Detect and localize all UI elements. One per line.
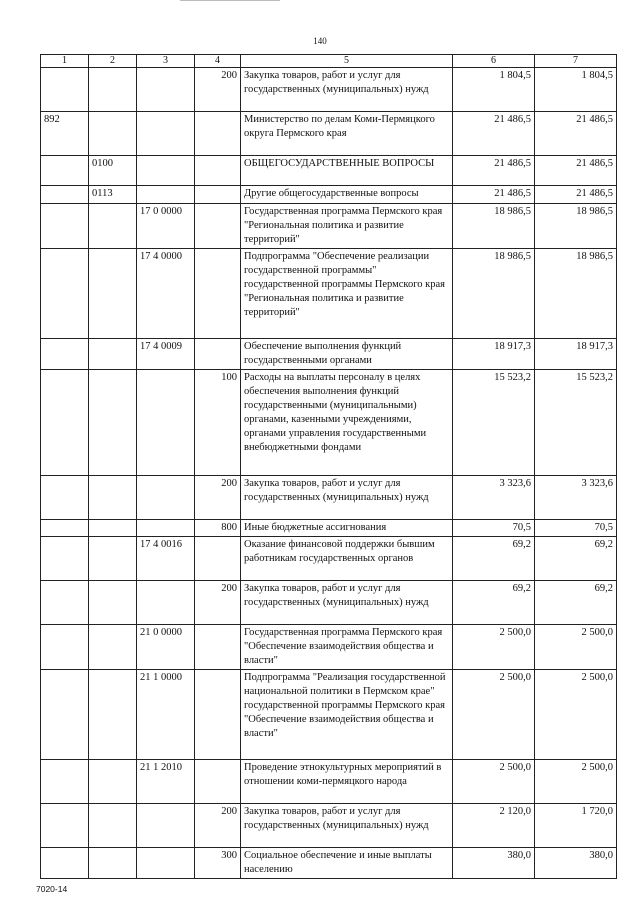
target-item-cell: [137, 804, 195, 848]
table-row: [41, 520, 617, 537]
section-code-cell: [89, 112, 137, 156]
section-code-cell: [89, 848, 137, 879]
target-item-cell: 17 4 0000: [137, 249, 195, 339]
department-code-cell: [41, 370, 89, 476]
amount-col7-cell: 15 523,2: [535, 370, 617, 476]
item-name-cell: Закупка товаров, работ и услуг для государственных (муниципальных) нужд: [241, 804, 453, 848]
amount-col7-cell: 2 500,0: [535, 670, 617, 760]
table-row: [41, 112, 617, 156]
target-item-cell: [137, 476, 195, 520]
section-code-cell: [89, 537, 137, 581]
table-row: [41, 204, 617, 249]
table-row: [41, 68, 617, 112]
expense-type-cell: [195, 249, 241, 339]
item-name-cell: Подпрограмма "Реализация государственной национальной политики в Пермском крае" государственной программы Пермского края "Обеспечение взаимодействия общества и власти": [241, 670, 453, 760]
amount-col6-cell: 18 917,3: [453, 339, 535, 370]
item-name-cell: Закупка товаров, работ и услуг для государственных (муниципальных) нужд: [241, 68, 453, 112]
item-name-cell: Государственная программа Пермского края "Обеспечение взаимодействия общества и власти": [241, 625, 453, 670]
section-code-cell: 0100: [89, 156, 137, 186]
table-body: [41, 68, 617, 879]
expense-type-cell: [195, 670, 241, 760]
table-row: [41, 581, 617, 625]
column-header: 4: [195, 55, 241, 68]
column-header: 6: [453, 55, 535, 68]
amount-col7-cell: 2 500,0: [535, 625, 617, 670]
expense-type-cell: 100: [195, 370, 241, 476]
amount-col7-cell: 69,2: [535, 581, 617, 625]
department-code-cell: [41, 476, 89, 520]
expense-type-cell: [195, 204, 241, 249]
amount-col6-cell: 380,0: [453, 848, 535, 879]
item-name-cell: Оказание финансовой поддержки бывшим работникам государственных органов: [241, 537, 453, 581]
target-item-cell: 21 1 2010: [137, 760, 195, 804]
amount-col7-cell: 18 986,5: [535, 204, 617, 249]
target-item-cell: 21 1 0000: [137, 670, 195, 760]
page-number: 140: [313, 36, 327, 46]
amount-col6-cell: 2 500,0: [453, 760, 535, 804]
expense-type-cell: [195, 760, 241, 804]
target-item-cell: [137, 112, 195, 156]
footer-code: 7020-14: [36, 884, 68, 894]
amount-col7-cell: 3 323,6: [535, 476, 617, 520]
amount-col6-cell: 21 486,5: [453, 156, 535, 186]
table-row: [41, 339, 617, 370]
table-row: [41, 760, 617, 804]
expense-type-cell: [195, 186, 241, 204]
column-header: 1: [41, 55, 89, 68]
table-row: [41, 476, 617, 520]
item-name-cell: Министерство по делам Коми-Пермяцкого округа Пермского края: [241, 112, 453, 156]
amount-col7-cell: 1 720,0: [535, 804, 617, 848]
item-name-cell: Социальное обеспечение и иные выплаты населению: [241, 848, 453, 879]
amount-col6-cell: 69,2: [453, 537, 535, 581]
department-code-cell: [41, 339, 89, 370]
item-name-cell: Расходы на выплаты персоналу в целях обеспечения выполнения функций государственными (муниципальными) органами, казенными учреждениями, органами управления государственными внебюджетными фондами: [241, 370, 453, 476]
item-name-cell: ОБЩЕГОСУДАРСТВЕННЫЕ ВОПРОСЫ: [241, 156, 453, 186]
expense-type-cell: 200: [195, 68, 241, 112]
table-row: [41, 537, 617, 581]
target-item-cell: 17 4 0016: [137, 537, 195, 581]
target-item-cell: [137, 581, 195, 625]
expense-type-cell: 200: [195, 581, 241, 625]
department-code-cell: [41, 804, 89, 848]
amount-col6-cell: 21 486,5: [453, 112, 535, 156]
table-row: [41, 848, 617, 879]
amount-col7-cell: 21 486,5: [535, 112, 617, 156]
expense-type-cell: 200: [195, 804, 241, 848]
amount-col7-cell: 21 486,5: [535, 156, 617, 186]
header-row: [41, 55, 617, 68]
department-code-cell: [41, 625, 89, 670]
expense-type-cell: 300: [195, 848, 241, 879]
amount-col6-cell: 18 986,5: [453, 204, 535, 249]
section-code-cell: [89, 670, 137, 760]
target-item-cell: 21 0 0000: [137, 625, 195, 670]
amount-col7-cell: 2 500,0: [535, 760, 617, 804]
expense-type-cell: [195, 112, 241, 156]
table-row: [41, 249, 617, 339]
target-item-cell: [137, 520, 195, 537]
section-code-cell: [89, 204, 137, 249]
target-item-cell: 17 4 0009: [137, 339, 195, 370]
section-code-cell: [89, 520, 137, 537]
target-item-cell: [137, 156, 195, 186]
column-header: 2: [89, 55, 137, 68]
department-code-cell: [41, 156, 89, 186]
amount-col7-cell: 21 486,5: [535, 186, 617, 204]
department-code-cell: [41, 670, 89, 760]
department-code-cell: [41, 537, 89, 581]
amount-col7-cell: 1 804,5: [535, 68, 617, 112]
target-item-cell: [137, 68, 195, 112]
section-code-cell: [89, 339, 137, 370]
target-item-cell: [137, 186, 195, 204]
amount-col6-cell: 2 500,0: [453, 670, 535, 760]
amount-col7-cell: 18 986,5: [535, 249, 617, 339]
section-code-cell: 0113: [89, 186, 137, 204]
section-code-cell: [89, 760, 137, 804]
amount-col7-cell: 18 917,3: [535, 339, 617, 370]
column-header: 5: [241, 55, 453, 68]
amount-col6-cell: 70,5: [453, 520, 535, 537]
item-name-cell: Подпрограмма "Обеспечение реализации государственной программы" государственной программы Пермского края "Региональная политика и развитие территорий": [241, 249, 453, 339]
amount-col7-cell: 70,5: [535, 520, 617, 537]
expense-type-cell: 200: [195, 476, 241, 520]
amount-col7-cell: 69,2: [535, 537, 617, 581]
expense-type-cell: 800: [195, 520, 241, 537]
item-name-cell: Проведение этнокультурных мероприятий в отношении коми-пермяцкого народа: [241, 760, 453, 804]
table-row: [41, 670, 617, 760]
department-code-cell: [41, 520, 89, 537]
item-name-cell: Обеспечение выполнения функций государственными органами: [241, 339, 453, 370]
department-code-cell: [41, 68, 89, 112]
department-code-cell: 892: [41, 112, 89, 156]
expense-type-cell: [195, 339, 241, 370]
target-item-cell: [137, 848, 195, 879]
column-header: 7: [535, 55, 617, 68]
amount-col6-cell: 1 804,5: [453, 68, 535, 112]
amount-col6-cell: 2 120,0: [453, 804, 535, 848]
table-row: [41, 804, 617, 848]
section-code-cell: [89, 370, 137, 476]
department-code-cell: [41, 204, 89, 249]
section-code-cell: [89, 625, 137, 670]
amount-col6-cell: 18 986,5: [453, 249, 535, 339]
table-row: [41, 186, 617, 204]
amount-col6-cell: 15 523,2: [453, 370, 535, 476]
section-code-cell: [89, 581, 137, 625]
section-code-cell: [89, 476, 137, 520]
amount-col7-cell: 380,0: [535, 848, 617, 879]
target-item-cell: 17 0 0000: [137, 204, 195, 249]
department-code-cell: [41, 186, 89, 204]
amount-col6-cell: 69,2: [453, 581, 535, 625]
amount-col6-cell: 3 323,6: [453, 476, 535, 520]
department-code-cell: [41, 848, 89, 879]
department-code-cell: [41, 760, 89, 804]
amount-col6-cell: 21 486,5: [453, 186, 535, 204]
department-code-cell: [41, 249, 89, 339]
target-item-cell: [137, 370, 195, 476]
expense-type-cell: [195, 625, 241, 670]
table-row: [41, 156, 617, 186]
section-code-cell: [89, 68, 137, 112]
item-name-cell: Государственная программа Пермского края "Региональная политика и развитие территорий": [241, 204, 453, 249]
expense-type-cell: [195, 156, 241, 186]
section-code-cell: [89, 249, 137, 339]
scan-edge-line: [180, 0, 280, 1]
item-name-cell: Другие общегосударственные вопросы: [241, 186, 453, 204]
budget-table: [40, 54, 617, 879]
item-name-cell: Закупка товаров, работ и услуг для государственных (муниципальных) нужд: [241, 581, 453, 625]
column-header: 3: [137, 55, 195, 68]
item-name-cell: Закупка товаров, работ и услуг для государственных (муниципальных) нужд: [241, 476, 453, 520]
section-code-cell: [89, 804, 137, 848]
table-row: [41, 370, 617, 476]
table-row: [41, 625, 617, 670]
amount-col6-cell: 2 500,0: [453, 625, 535, 670]
expense-type-cell: [195, 537, 241, 581]
item-name-cell: Иные бюджетные ассигнования: [241, 520, 453, 537]
department-code-cell: [41, 581, 89, 625]
